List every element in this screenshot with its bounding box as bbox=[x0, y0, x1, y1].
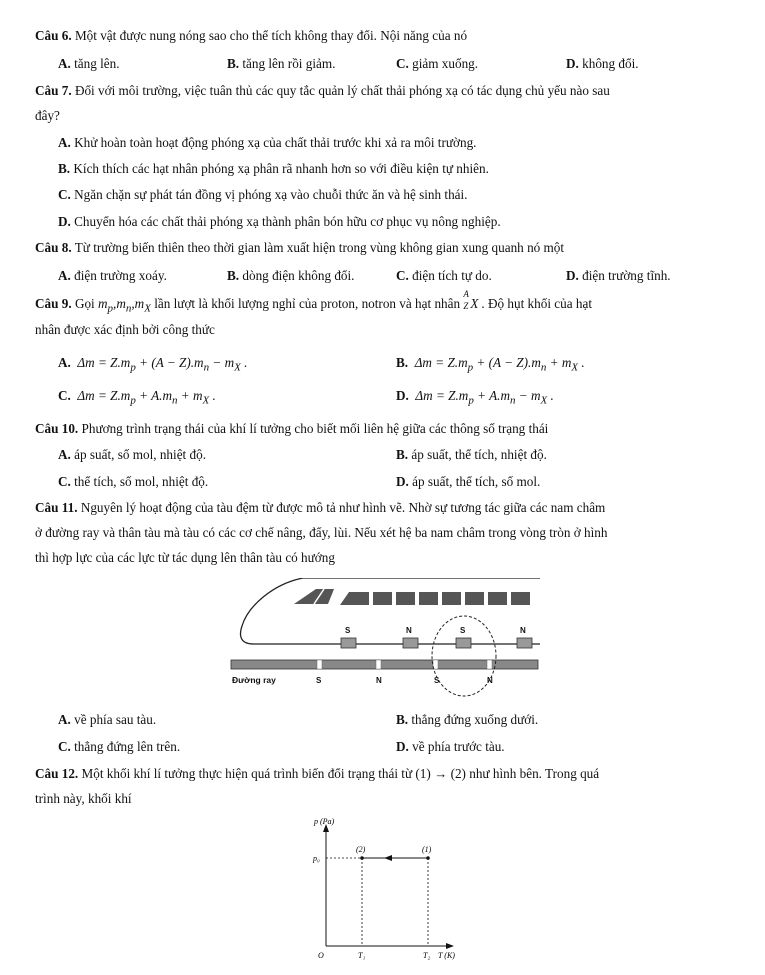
mass-symbols: $m_p,m_n,m_X$ bbox=[98, 296, 151, 315]
question-number: Câu 11. bbox=[35, 500, 78, 515]
state-1-point bbox=[426, 856, 430, 860]
question-7-cont: đây? bbox=[35, 108, 60, 123]
y-axis-label: p (Pa) bbox=[314, 817, 335, 826]
question-11-cont: thì hợp lực của các lực từ tác dụng lên thân tàu có hướng bbox=[35, 550, 335, 565]
option-a: A. về phía sau tàu. bbox=[58, 712, 157, 727]
train-pole-label: S bbox=[460, 626, 466, 635]
option-d: D. về phía trước tàu. bbox=[396, 739, 505, 754]
option-c: C. $\Delta m = Z.m_p + A.m_n + m_X$ . bbox=[58, 388, 216, 407]
question-text: Nguyên lý hoạt động của tàu đệm từ được mô tả như hình vẽ. Nhờ sự tương tác giữa các nam châm bbox=[80, 500, 606, 515]
option-d: D. điện trường tĩnh. bbox=[566, 268, 671, 283]
question-number: Câu 12. bbox=[35, 766, 79, 781]
question-number: Câu 8. bbox=[35, 240, 72, 255]
question-text: Phương trình trạng thái của khí lí tưởng cho biết mối liên hệ giữa các thông số trạng thái bbox=[81, 421, 549, 436]
rail-pole-label: N bbox=[487, 676, 493, 685]
option-c: C. thể tích, số mol, nhiệt độ. bbox=[58, 474, 209, 489]
rail-pole-label: S bbox=[434, 676, 440, 685]
option-a: A. Khử hoàn toàn hoạt động phóng xạ của chất thải trước khi xả ra môi trường. bbox=[58, 135, 477, 150]
option-b: B. Kích thích các hạt nhân phóng xạ phân rã nhanh hơn so với điều kiện tự nhiên. bbox=[58, 161, 489, 176]
state-2-point bbox=[360, 856, 364, 860]
question-number: Câu 9. bbox=[35, 296, 72, 311]
question-number: Câu 6. bbox=[35, 28, 72, 43]
process-arrow bbox=[384, 855, 392, 861]
option-a: A. tăng lên. bbox=[58, 56, 120, 71]
maglev-figure bbox=[228, 578, 543, 705]
question-12 bbox=[35, 766, 599, 782]
option-d: D. không đổi. bbox=[566, 56, 639, 71]
question-6 bbox=[35, 28, 467, 44]
side-windows bbox=[340, 592, 530, 605]
option-a: A. điện trường xoáy. bbox=[58, 268, 167, 283]
question-number: Câu 10. bbox=[35, 421, 79, 436]
question-11 bbox=[35, 500, 605, 516]
option-b: B. $\Delta m = Z.m_p + (A - Z).m_n + m_X$ . bbox=[396, 355, 585, 374]
option-b: B. tăng lên rồi giảm. bbox=[227, 56, 336, 71]
option-b: B. dòng điện không đổi. bbox=[227, 268, 355, 283]
option-a: A. $\Delta m = Z.m_p + (A - Z).m_n - m_X$ . bbox=[58, 355, 248, 374]
rail-label: Đường ray bbox=[232, 675, 276, 685]
question-number: Câu 7. bbox=[35, 83, 72, 98]
train-pole-label: S bbox=[345, 626, 351, 635]
option-b: B. áp suất, thể tích, nhiệt độ. bbox=[396, 447, 547, 462]
p0-label: p₀ bbox=[313, 854, 320, 863]
nuclide-symbol: A Z X bbox=[463, 289, 479, 311]
question-8 bbox=[35, 240, 564, 256]
train-magnets bbox=[341, 638, 532, 648]
train-pole-label: N bbox=[406, 626, 412, 635]
question-9: Câu 9. Gọi $m_p,m_n,m_X$ lần lượt là khối lượng nghỉ của proton, notron và hạt nhân A Z X . Độ hụt khối của hạt bbox=[35, 289, 592, 315]
rail-pole-label: N bbox=[376, 676, 382, 685]
option-c: C. Ngăn chặn sự phát tán đồng vị phóng xạ vào chuỗi thức ăn và hệ sinh thái. bbox=[58, 187, 468, 202]
question-10 bbox=[35, 421, 548, 437]
option-d: D. Chuyển hóa các chất thải phóng xạ thành phân bón hữu cơ phục vụ nông nghiệp. bbox=[58, 214, 501, 229]
state-1-label: (1) bbox=[422, 845, 432, 854]
option-c: C. thẳng đứng lên trên. bbox=[58, 739, 181, 754]
question-7 bbox=[35, 83, 610, 99]
option-c: C. điện tích tự do. bbox=[396, 268, 492, 283]
t2-label: T₂ bbox=[423, 951, 431, 960]
front-window bbox=[294, 589, 334, 604]
option-d: D. áp suất, thể tích, số mol. bbox=[396, 474, 541, 489]
question-12-cont: trình này, khối khí bbox=[35, 791, 132, 806]
option-a: A. áp suất, số mol, nhiệt độ. bbox=[58, 447, 206, 462]
train-body bbox=[241, 578, 541, 644]
question-11-cont: ở đường ray và thân tàu mà tàu có các cơ chế nâng, đẩy, lùi. Nếu xét hệ ba nam châm trong vòng tròn ở hình bbox=[35, 525, 608, 540]
t1-label: T₁ bbox=[358, 951, 366, 960]
question-9-cont: nhân được xác định bởi công thức bbox=[35, 322, 215, 337]
question-text: Một khối khí lí tưởng thực hiện quá trình biến đổi trạng thái từ (1) → (2) như hình bên. Trong quá bbox=[81, 766, 600, 781]
train-pole-label: N bbox=[520, 626, 526, 635]
question-text: Một vật được nung nóng sao cho thể tích không thay đổi. Nội năng của nó bbox=[74, 28, 468, 43]
pt-graph bbox=[300, 812, 470, 962]
option-b: B. thẳng đứng xuống dưới. bbox=[396, 712, 539, 727]
state-2-label: (2) bbox=[356, 845, 366, 854]
origin-label: O bbox=[318, 951, 324, 960]
question-text: Từ trường biến thiên theo thời gian làm xuất hiện trong vùng không gian xung quanh nó một bbox=[74, 240, 565, 255]
option-c: C. giảm xuống. bbox=[396, 56, 479, 71]
option-d: D. $\Delta m = Z.m_p + A.m_n - m_X$ . bbox=[396, 388, 554, 407]
rail-pole-label: S bbox=[316, 676, 322, 685]
x-axis-label: T (K) bbox=[438, 951, 455, 960]
question-text: Đối với môi trường, việc tuân thủ các quy tắc quản lý chất thải phóng xạ có tác dụng chủ yếu nào sau bbox=[74, 83, 610, 98]
